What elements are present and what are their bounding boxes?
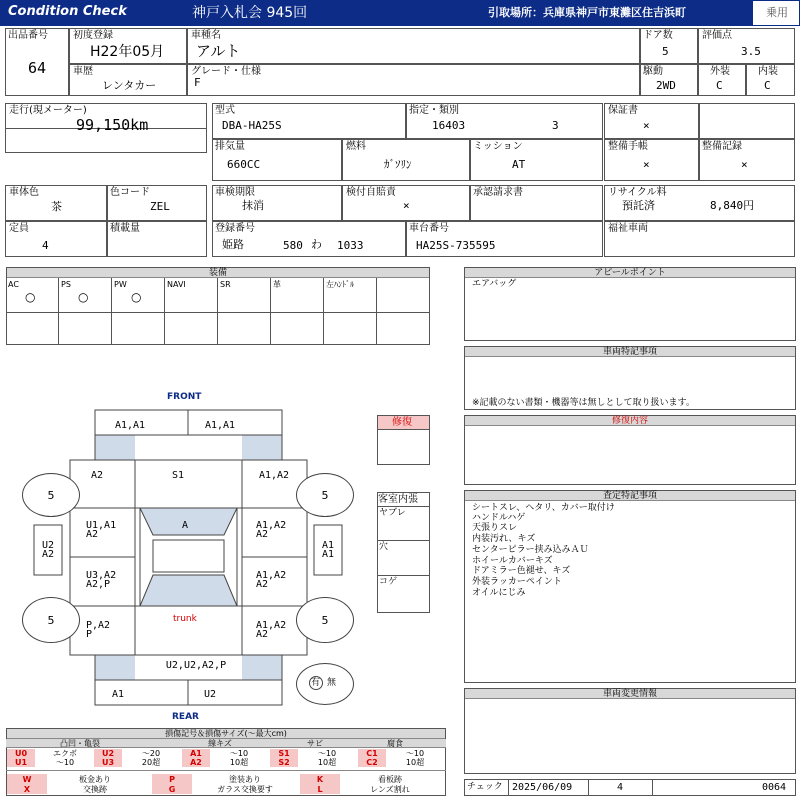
- legend-code: U0: [14, 749, 28, 758]
- change-info-box: [464, 688, 796, 774]
- dmg-fender-r: A1,A2: [258, 470, 290, 481]
- legend-code: U2: [101, 749, 115, 758]
- legend-other-desc: レンズ割れ: [370, 785, 410, 794]
- dmg-door-fr: A1,A2 A2: [256, 520, 287, 540]
- chassis-label: 車台番号: [409, 223, 449, 234]
- inspection-note-line: ホイールカバーキズ: [472, 556, 553, 566]
- mileage-label: 走行(現メーター): [9, 105, 87, 116]
- lot-number: 64: [28, 59, 47, 77]
- chassis: HA25S-735595: [416, 239, 496, 252]
- legend-code: S1: [278, 749, 290, 758]
- equipment-title: 装備: [7, 268, 429, 278]
- change-info-title: 車両変更情報: [465, 689, 795, 699]
- repair-contents-title: 修復内容: [465, 416, 795, 426]
- legend-group-dent: 凸凹・亀裂: [60, 739, 100, 748]
- eq-ac-value: ○: [25, 290, 36, 304]
- reg-class: 580: [283, 239, 303, 252]
- body-color: 茶: [51, 200, 62, 213]
- legend-other-code: G: [168, 785, 176, 794]
- color-code-label: 色コード: [110, 187, 150, 198]
- grade-label: グレード・仕様: [191, 66, 261, 77]
- history-label: 車歴: [73, 66, 93, 77]
- tire-fr: 5: [296, 473, 354, 517]
- appeal-text: エアバッグ: [472, 279, 517, 289]
- reg-region: 姫路: [222, 238, 244, 251]
- lot-number-label: 出品番号: [8, 30, 48, 41]
- interior-state-hole: 穴: [379, 542, 389, 552]
- legend-desc: 〜10: [55, 758, 75, 767]
- warranty-blank-box: [699, 103, 795, 139]
- eq-pw-label: PW: [114, 280, 127, 289]
- legend-desc: 〜10: [405, 749, 425, 758]
- drive-label: 駆動: [643, 66, 663, 77]
- legend-other-code: W: [22, 775, 32, 784]
- model: DBA-HA25S: [222, 119, 282, 132]
- dmg-rear-panel: U2,U2,A2,P: [165, 660, 227, 671]
- inspection-note-line: センターピラー挟み込みＡＵ: [472, 545, 589, 555]
- manual-label: 整備手帳: [608, 141, 648, 152]
- front-label: FRONT: [167, 392, 202, 402]
- dmg-rear-bumper-r: U2: [203, 689, 217, 700]
- legend-desc: 10超: [317, 758, 337, 767]
- dmg-rear-bumper-l: A1: [111, 689, 125, 700]
- dmg-side-l: U2 A2: [41, 540, 55, 560]
- dmg-fender-l: A2: [90, 470, 104, 481]
- dmg-door-fl: U1,A1 A2: [86, 520, 117, 540]
- model-label: 型式: [215, 105, 235, 116]
- eq-lhd-label: 左ﾊﾝﾄﾞﾙ: [326, 280, 354, 289]
- fuel-label: 燃料: [346, 141, 366, 152]
- claim-label: 承認請求書: [473, 187, 523, 198]
- history: レンタカー: [102, 79, 157, 92]
- score-label: 評価点: [702, 30, 732, 41]
- recycle-status: 預託済: [622, 199, 655, 212]
- auction-name: 神戸入札会 945回: [192, 5, 308, 21]
- spare-has: 有: [311, 678, 321, 688]
- inspection-notes-title: 査定特記事項: [465, 491, 795, 501]
- eq-navi-label: NAVI: [167, 280, 186, 289]
- legend-code: U3: [101, 758, 115, 767]
- recycle-fee: 8,840円: [710, 199, 755, 212]
- legend-other-code: L: [317, 785, 323, 794]
- pickup-location: 引取場所：兵庫県神戸市東灘区住吉浜町: [488, 6, 686, 19]
- category-number: 3: [552, 119, 559, 132]
- spare-tire: [296, 663, 354, 705]
- capacity-label: 定員: [9, 223, 29, 234]
- maint-record-label: 整備記録: [702, 141, 742, 152]
- transmission: AT: [512, 158, 526, 171]
- dmg-bonnet: S1: [171, 470, 185, 481]
- dmg-quarter-r: A1,A2 A2: [256, 620, 287, 640]
- legend-other-code: K: [316, 775, 324, 784]
- inspection-note-line: 天張りスレ: [472, 523, 518, 533]
- insurance-label: 検付自賠責: [346, 187, 396, 198]
- inspection: 抹消: [242, 199, 264, 212]
- inspection-label: 車検期限: [215, 187, 255, 198]
- interior: C: [764, 79, 771, 92]
- legend-desc: 〜10: [229, 749, 249, 758]
- legend-other-code: X: [23, 785, 31, 794]
- designation-label: 指定・類別: [409, 105, 459, 116]
- inspection-note-line: 外装ラッカーペイント: [472, 577, 562, 587]
- interior-state-title: 客室内張: [378, 494, 418, 505]
- legend-code: C1: [366, 749, 378, 758]
- dmg-side-r: A1 A1: [321, 540, 335, 560]
- legend-other-desc: 交換跡: [83, 785, 107, 794]
- check-label: チェック: [467, 782, 503, 792]
- car-name-label: 車種名: [191, 30, 221, 41]
- inspection-note-line: オイルにじみ: [472, 588, 526, 598]
- car-name: アルト: [196, 42, 241, 60]
- inspection-note-line: シートスレ、ヘタリ、カバー取付け: [472, 503, 615, 513]
- dmg-door-rr: A1,A2 A2: [256, 570, 287, 590]
- exterior-label: 外装: [710, 66, 730, 77]
- recycle-label: リサイクル料: [608, 187, 667, 198]
- eq-pw-value: ○: [131, 290, 142, 304]
- special-notes-text: ※記載のない書類・機器等は無しとして取り扱います。: [472, 398, 695, 408]
- legend-code: C2: [366, 758, 378, 767]
- maint-record: ×: [741, 158, 748, 171]
- legend-other-code: P: [169, 775, 175, 784]
- dmg-front-bumper-r: A1,A1: [204, 420, 236, 431]
- legend-desc: 20超: [141, 758, 161, 767]
- special-notes-title: 車両特記事項: [465, 347, 795, 357]
- legend-other-desc: 塗装あり: [229, 775, 261, 784]
- displacement-label: 排気量: [215, 141, 245, 152]
- legend-divider: [6, 770, 446, 771]
- reg-kana: わ: [311, 238, 322, 251]
- load-label: 積載量: [110, 223, 140, 234]
- eq-ps-value: ○: [78, 290, 89, 304]
- legend-desc: 10超: [229, 758, 249, 767]
- reg-no-label: 登録番号: [215, 223, 255, 234]
- insurance: ×: [403, 199, 410, 212]
- legend-other-desc: ガラス交換要す: [217, 785, 273, 794]
- welfare-label: 福祉車両: [608, 223, 648, 234]
- trunk-label: trunk: [173, 614, 197, 624]
- appeal-title: アピールポイント: [465, 268, 795, 278]
- body-color-label: 車体色: [9, 187, 39, 198]
- fuel: ｶﾞｿﾘﾝ: [384, 158, 412, 171]
- legend-group-rust: サビ: [307, 739, 323, 748]
- drive: 2WD: [656, 79, 676, 92]
- eq-leather-label: 革: [273, 280, 281, 289]
- legend-code: U1: [14, 758, 28, 767]
- legend-other-desc: 看板跡: [378, 775, 402, 784]
- warranty: ×: [643, 119, 650, 132]
- inspection-note-line: ドアミラー色褪せ、キズ: [472, 566, 571, 576]
- dmg-door-rl: U3,A2 A2,P: [86, 570, 117, 590]
- legend-desc: 〜10: [317, 749, 337, 758]
- check-number: 4: [617, 782, 624, 793]
- legend-title: 損傷記号＆損傷サイズ(〜最大cm): [7, 729, 445, 739]
- designation: 16403: [432, 119, 466, 132]
- inspection-note-line: ハンドルハゲ: [472, 513, 526, 523]
- inspection-note-line: 内装汚れ、キズ: [472, 534, 536, 544]
- doors: 5: [662, 45, 669, 58]
- check-div-1: [508, 779, 509, 796]
- vehicle-category: 乗用: [766, 6, 788, 19]
- warranty-label: 保証書: [608, 105, 638, 116]
- eq-ac-label: AC: [8, 280, 19, 289]
- legend-desc: 〜20: [141, 749, 161, 758]
- dmg-quarter-l: P,A2 P: [86, 620, 111, 640]
- legend-group-corrosion: 腐食: [387, 739, 403, 748]
- interior-state-burn: コゲ: [379, 577, 398, 587]
- legend-group-scratch: 線キズ: [208, 739, 232, 748]
- check-div-2: [588, 779, 589, 796]
- legend-other-desc: 板金あり: [79, 775, 111, 784]
- legend-code: S2: [278, 758, 290, 767]
- reg-number: 1033: [337, 239, 364, 252]
- legend-code: A2: [190, 758, 202, 767]
- score: 3.5: [741, 45, 761, 58]
- first-reg: H22年05月: [90, 44, 165, 60]
- check-date: 2025/06/09: [512, 782, 573, 793]
- grade: F: [194, 76, 201, 89]
- legend-desc: 10超: [405, 758, 425, 767]
- check-id: 0064: [762, 782, 787, 793]
- transmission-label: ミッション: [473, 141, 523, 152]
- interior-state-tear: ヤブレ: [379, 508, 406, 518]
- color-code: ZEL: [150, 200, 170, 213]
- repair-title: 修復: [392, 417, 412, 428]
- spare-none: 無: [327, 678, 337, 688]
- check-div-3: [652, 779, 653, 796]
- eq-sr-label: SR: [220, 280, 231, 289]
- dmg-roof: A: [181, 520, 189, 531]
- displacement: 660CC: [227, 158, 261, 171]
- capacity: 4: [42, 239, 49, 252]
- mileage: 99,150km: [76, 116, 149, 134]
- rear-label: REAR: [172, 712, 199, 722]
- condition-check-title: Condition Check: [8, 4, 127, 19]
- first-reg-label: 初度登録: [73, 30, 113, 41]
- tire-fl: 5: [22, 473, 80, 517]
- exterior: C: [716, 79, 723, 92]
- tire-rr: 5: [296, 597, 354, 643]
- doors-label: ドア数: [643, 30, 673, 41]
- manual: ×: [643, 158, 650, 171]
- interior-label: 内装: [758, 66, 778, 77]
- legend-desc: エクボ: [53, 749, 77, 758]
- tire-rl: 5: [22, 597, 80, 643]
- legend-code: A1: [190, 749, 202, 758]
- eq-ps-label: PS: [61, 280, 71, 289]
- dmg-front-bumper-l: A1,A1: [114, 420, 146, 431]
